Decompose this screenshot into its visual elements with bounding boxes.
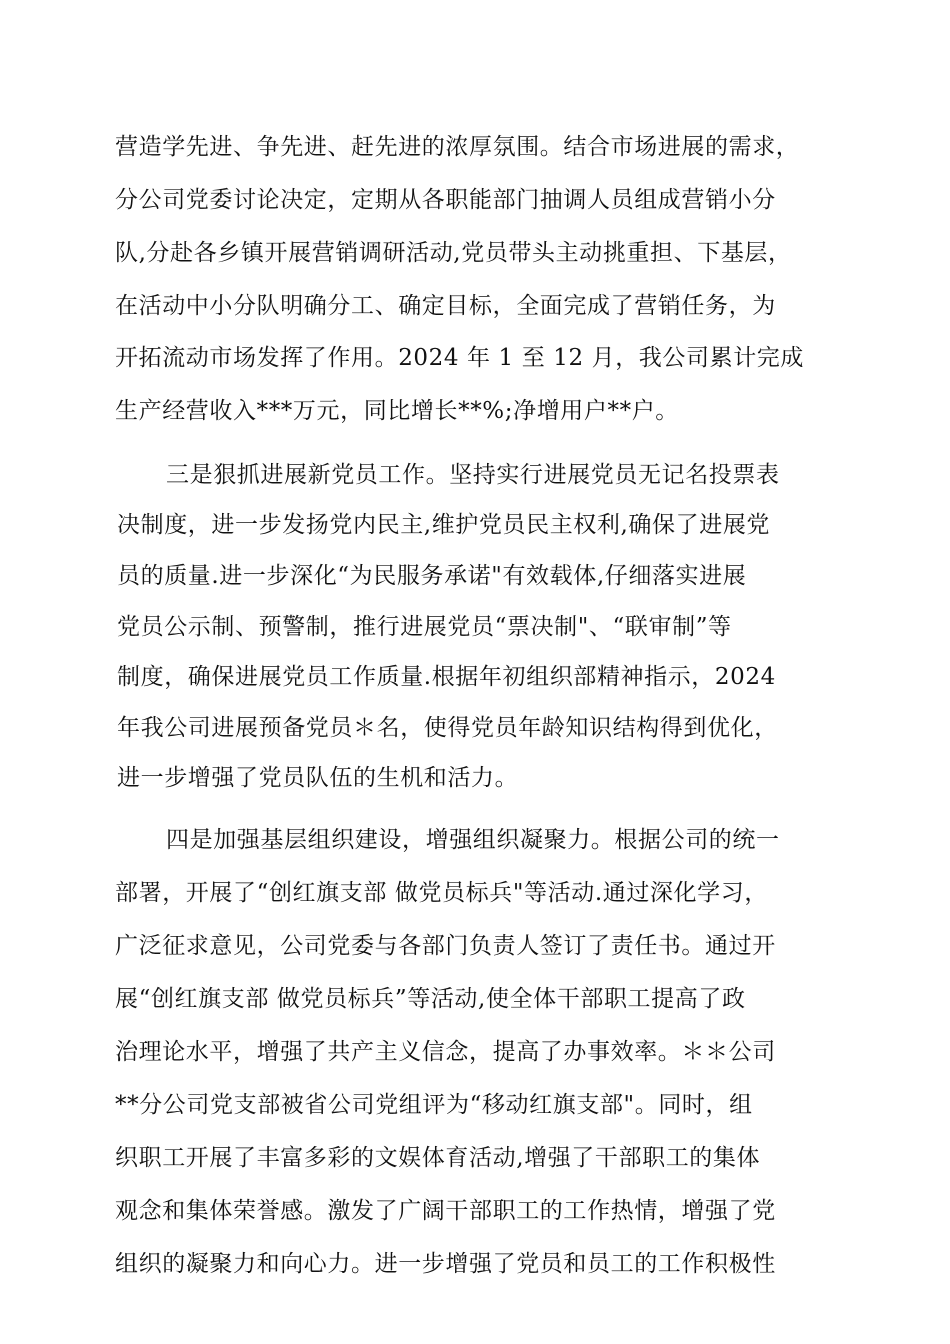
text-line: 分公司党委讨论决定，定期从各职能部门抽调人员组成营销小分 xyxy=(115,187,776,213)
text-line: 在活动中小分队明确分工、确定目标，全面完成了营销任务，为 xyxy=(115,293,776,319)
text-line: 四是加强基层组织建设，增强组织凝聚力。根据公司的统一 xyxy=(166,827,780,853)
text-line: 党员公示制、预警制，推行进展党员“票决制"、“联审制”等 xyxy=(117,614,732,640)
text-line: 观念和集体荣誉感。激发了广阔干部职工的工作热情，增强了党 xyxy=(115,1198,776,1224)
text-line: 组织的凝聚力和向心力。进一步增强了党员和员工的工作积极性 xyxy=(115,1251,776,1277)
text-line: 制度，确保进展党员工作质量.根据年初组织部精神指示，2024 xyxy=(117,664,776,690)
text-line: 织职工开展了丰富多彩的文娱体育活动,增强了干部职工的集体 xyxy=(115,1145,761,1171)
text-line: 治理论水平，增强了共产主义信念，提高了办事效率。＊＊公司 xyxy=(115,1039,776,1065)
text-line: 展“创红旗支部 做党员标兵”等活动,使全体干部职工提高了政 xyxy=(115,986,746,1012)
text-line: 员的质量.进一步深化“为民服务承诺"有效载体,仔细落实进展 xyxy=(117,563,747,589)
text-line: 进一步增强了党员队伍的生机和活力。 xyxy=(117,765,519,791)
text-line: 决制度，进一步发扬党内民主,维护党员民主权利,确保了进展党 xyxy=(117,512,771,538)
text-line: 年我公司进展预备党员＊名，使得党员年龄知识结构得到优化， xyxy=(117,715,778,741)
text-line: 三是狠抓进展新党员工作。坚持实行进展党员无记名投票表 xyxy=(166,462,780,488)
text-line: 广泛征求意见，公司党委与各部门负责人签订了责任书。通过开 xyxy=(115,933,776,959)
text-line: 营造学先进、争先进、赶先进的浓厚氛围。结合市场进展的需求， xyxy=(115,134,800,160)
text-line: 部署，开展了“创红旗支部 做党员标兵"等活动.通过深化学习， xyxy=(115,880,768,906)
text-line: **分公司党支部被省公司党组评为“移动红旗支部"。同时，组 xyxy=(115,1092,753,1118)
text-line: 开拓流动市场发挥了作用。2024 年 1 至 12 月，我公司累计完成 xyxy=(115,345,804,371)
text-line: 生产经营收入***万元，同比增长**%;净增用户**户。 xyxy=(115,398,679,424)
text-line: 队,分赴各乡镇开展营销调研活动,党员带头主动挑重担、下基层， xyxy=(115,240,792,266)
